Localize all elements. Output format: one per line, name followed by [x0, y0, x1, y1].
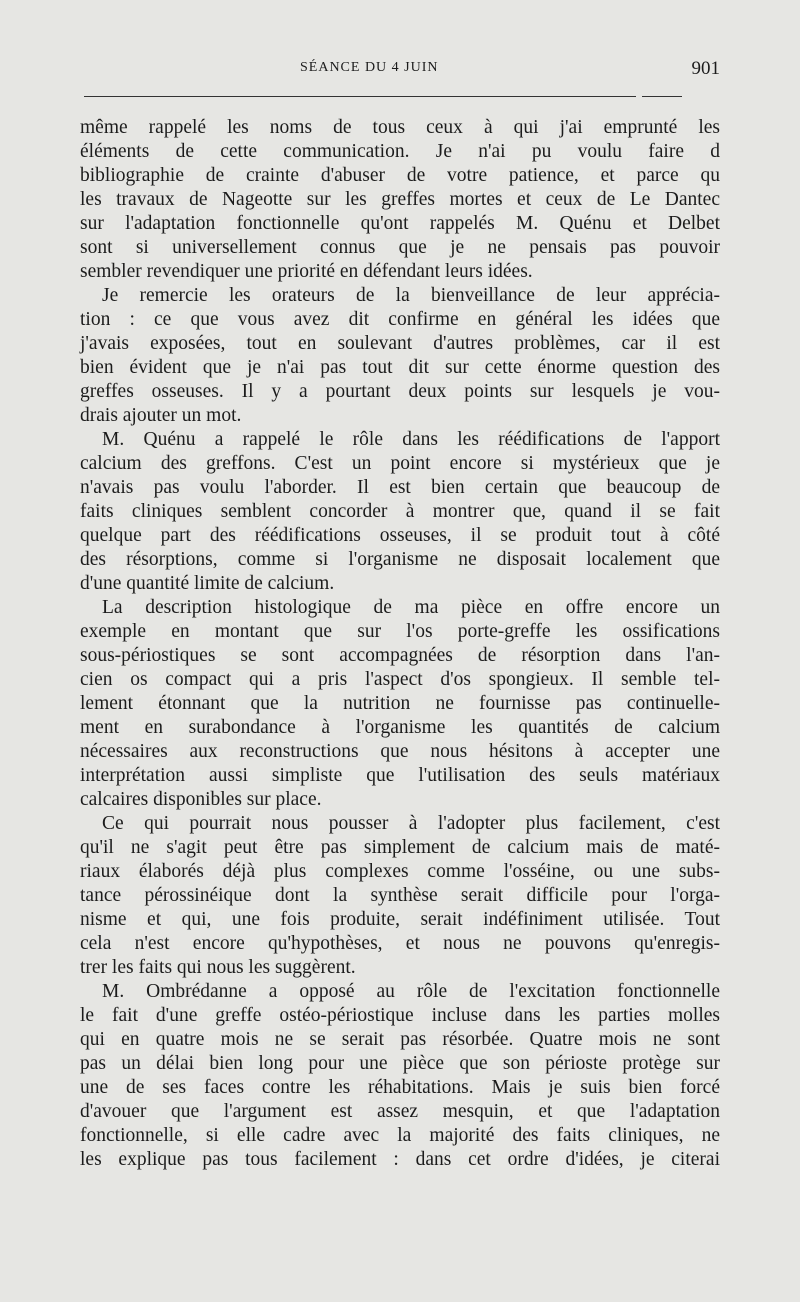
text-line	[80, 692, 720, 716]
text-line-content: quelque part des réédifications osseuses, il se produit tout à côté	[80, 525, 720, 546]
text-line	[80, 236, 720, 260]
text-line-content: une de ses faces contre les réhabitations. Mais je suis bien forcé	[80, 1077, 720, 1098]
text-line-content: lement étonnant que la nutrition ne fournisse pas continuelle-	[80, 693, 720, 714]
text-line-content: tance pérossinéique dont la synthèse serait difficile pour l'orga-	[80, 885, 720, 906]
text-line-content: les travaux de Nageotte sur les greffes mortes et ceux de Le Dantec	[80, 189, 720, 210]
text-line	[80, 596, 720, 620]
text-line-content: fonctionnelle, si elle cadre avec la majorité des faits cliniques, ne	[80, 1125, 720, 1146]
text-line	[80, 836, 720, 860]
text-line-content: pas un délai bien long pour une pièce que son périoste protège sur	[80, 1053, 720, 1074]
text-line-content: trer les faits qui nous les suggèrent.	[80, 957, 356, 978]
text-line-content: interprétation aussi simpliste que l'utilisation des seuls matériaux	[80, 765, 720, 786]
text-line	[80, 884, 720, 908]
text-line-content: n'avais pas voulu l'aborder. Il est bien certain que beaucoup de	[80, 477, 720, 498]
text-line	[80, 548, 720, 572]
text-line-content: nisme et qui, une fois produite, serait indéfiniment utilisée. Tout	[80, 909, 720, 930]
text-line-content: calcium des greffons. C'est un point encore si mystérieux que je	[80, 453, 720, 474]
text-line	[80, 1148, 720, 1172]
text-line-content: cela n'est encore qu'hypothèses, et nous ne pouvons qu'enregis-	[80, 933, 720, 954]
text-line-content: éléments de cette communication. Je n'ai pu voulu faire d	[80, 141, 720, 162]
text-line	[80, 812, 720, 836]
text-line	[80, 140, 720, 164]
text-line	[80, 428, 720, 452]
text-line	[80, 164, 720, 188]
text-line	[80, 260, 720, 284]
text-line-content: Ce qui pourrait nous pousser à l'adopter plus facilement, c'est	[102, 813, 720, 834]
text-line-content: sous-périostiques se sont accompagnées de résorption dans l'an-	[80, 645, 720, 666]
page-header	[80, 58, 720, 82]
text-line	[80, 788, 720, 812]
text-line-content: riaux élaborés déjà plus complexes comme l'osséine, ou une subs-	[80, 861, 720, 882]
text-line	[80, 860, 720, 884]
text-line	[80, 116, 720, 140]
text-line-content: sont si universellement connus que je ne pensais pas pouvoir	[80, 237, 720, 258]
text-line	[80, 356, 720, 380]
text-line-content: cien os compact qui a pris l'aspect d'os spongieux. Il semble tel-	[80, 669, 720, 690]
text-line-content: M. Quénu a rappelé le rôle dans les réédifications de l'apport	[102, 429, 720, 450]
text-line-content: Je remercie les orateurs de la bienveillance de leur apprécia-	[102, 285, 720, 306]
text-line	[80, 668, 720, 692]
text-line-content: j'avais exposées, tout en soulevant d'autres problèmes, car il est	[80, 333, 720, 354]
text-line-content: d'une quantité limite de calcium.	[80, 573, 335, 594]
text-line	[80, 932, 720, 956]
text-line	[80, 740, 720, 764]
text-line	[80, 404, 720, 428]
running-title: SÉANCE DU 4 JUIN	[300, 60, 439, 75]
text-line	[80, 764, 720, 788]
text-line-content: bien évident que je n'ai pas tout dit sur cette énorme question des	[80, 357, 720, 378]
text-line	[80, 1100, 720, 1124]
text-line	[80, 644, 720, 668]
text-line	[80, 956, 720, 980]
text-line-content: bibliographie de crainte d'abuser de votre patience, et parce qu	[80, 165, 720, 186]
text-line	[80, 212, 720, 236]
text-line-content: tion : ce que vous avez dit confirme en général les idées que	[80, 309, 720, 330]
header-rule-short	[642, 96, 682, 97]
text-line-content: même rappelé les noms de tous ceux à qui j'ai emprunté les	[80, 117, 720, 138]
header-rule	[84, 96, 636, 97]
text-line	[80, 188, 720, 212]
text-line-content: nécessaires aux reconstructions que nous hésitons à accepter une	[80, 741, 720, 762]
text-line	[80, 620, 720, 644]
text-line-content: La description histologique de ma pièce en offre encore un	[102, 597, 720, 618]
text-line-content: greffes osseuses. Il y a pourtant deux points sur lesquels je vou-	[80, 381, 720, 402]
text-line-content: le fait d'une greffe ostéo-périostique incluse dans les parties molles	[80, 1005, 720, 1026]
text-line	[80, 1028, 720, 1052]
page-number: 901	[691, 58, 720, 79]
text-line	[80, 284, 720, 308]
text-line	[80, 500, 720, 524]
text-line	[80, 476, 720, 500]
text-line	[80, 716, 720, 740]
text-line	[80, 980, 720, 1004]
text-line-content: calcaires disponibles sur place.	[80, 789, 322, 810]
text-line-content: sembler revendiquer une priorité en défendant leurs idées.	[80, 261, 533, 282]
text-line-content: exemple en montant que sur l'os porte-greffe les ossifications	[80, 621, 720, 642]
text-line	[80, 308, 720, 332]
text-line	[80, 452, 720, 476]
text-line-content: M. Ombrédanne a opposé au rôle de l'excitation fonctionnelle	[102, 981, 720, 1002]
text-line-content: d'avouer que l'argument est assez mesquin, et que l'adaptation	[80, 1101, 720, 1122]
text-line-content: qu'il ne s'agit peut être pas simplement de calcium mais de maté-	[80, 837, 720, 858]
text-line	[80, 1052, 720, 1076]
text-line-content: qui en quatre mois ne se serait pas résorbée. Quatre mois ne sont	[80, 1029, 720, 1050]
text-line-content: ment en surabondance à l'organisme les quantités de calcium	[80, 717, 720, 738]
text-line	[80, 524, 720, 548]
text-line-content: sur l'adaptation fonctionnelle qu'ont rappelés M. Quénu et Delbet	[80, 213, 720, 234]
text-line	[80, 1124, 720, 1148]
text-line-content: drais ajouter un mot.	[80, 405, 242, 426]
text-line	[80, 1004, 720, 1028]
text-line	[80, 332, 720, 356]
text-line	[80, 908, 720, 932]
text-line	[80, 1076, 720, 1100]
text-line	[80, 572, 720, 596]
body-text	[80, 116, 720, 1172]
text-line-content: les explique pas tous facilement : dans cet ordre d'idées, je citerai	[80, 1149, 720, 1170]
text-line-content: faits cliniques semblent concorder à montrer que, quand il se fait	[80, 501, 720, 522]
text-line	[80, 380, 720, 404]
text-line-content: des résorptions, comme si l'organisme ne disposait localement que	[80, 549, 720, 570]
